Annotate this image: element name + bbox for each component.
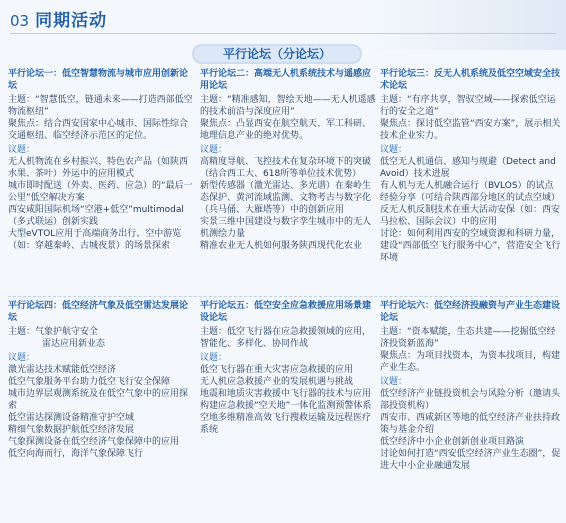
forum-1-title: 平行论坛一：低空智慧物流与城市应用创新论坛: [8, 69, 189, 91]
forum-1: [8, 68, 194, 252]
forum-5-title: 平行论坛五：低空安全应急救援应用场景建设论坛: [200, 301, 372, 323]
forum-2-focus: 聚焦点：凸显西安在航空航天、军工科研、地理信息产业的绝对优势。: [200, 119, 372, 141]
forum-2-topic: 实景三维中国建设与数字孪生城市中的无人机测绘力量: [200, 217, 372, 239]
forum-4-topic: 低空气象服务平台助力低空飞行安全保障: [8, 377, 171, 387]
forum-4-topics-label: 议题：: [8, 353, 36, 363]
forum-6: [380, 300, 562, 472]
forum-3-topic: 讨论：如何利用西安的空域资源和科研力量，建设“西部低空飞行服务中心”，营造安全飞行环境: [380, 229, 561, 263]
forum-2-topic: 高精度导航、飞控技术在复杂环境下的突破（结合西工大、618所等单位技术优势）: [200, 157, 372, 179]
forum-4-topic: 低空雷达探测设备精准守护空域: [8, 413, 135, 423]
forum-1-topic: 城市即时配送（外卖、医药、应急）的“最后一公里”低空解决方案: [8, 181, 193, 203]
page-title: [10, 6, 107, 30]
row-divider: [8, 296, 558, 297]
forum-5-topic: 空地多维精准高效飞行搜救运输及远程医疗系统: [200, 413, 372, 435]
forum-6-topics-label: 议题：: [380, 377, 408, 387]
forum-6-topic: 低空经济中小企业创新创业项目路演: [380, 437, 525, 447]
forum-6-topic: 西安市、西咸新区等地的低空经济产业扶持政策与基金介绍: [380, 413, 561, 435]
forum-1-topic: 西安咸阳国际机场“空港+低空”multimodal（多式联运）创新实践: [8, 205, 184, 227]
page-number: 03: [10, 12, 30, 30]
forum-3-topic: 有人机与无人机融合运行（BVLOS）的试点经验分享（可结合陕西部分地区的试点空域）: [380, 181, 561, 203]
forum-2-topic: 新型传感器（激光雷达、多光谱）在秦岭生态保护、黄河流域监测、文物考古与数字化（兵马俑、大雁塔等）中的创新应用: [200, 181, 372, 215]
section-banner: 平行论坛（分论坛）: [192, 44, 362, 64]
forum-2-topics-label: 议题：: [200, 145, 228, 155]
forum-3-topic: 低空无人机通信、感知与规避（Detect and Avoid）技术进展: [380, 157, 556, 179]
forum-1-topics-label: 议题：: [8, 145, 36, 155]
page-heading: 同期活动: [35, 11, 108, 31]
forum-3: [380, 68, 562, 264]
forum-1-focus: 聚焦点：结合西安国家中心城市、国际性综合交通枢纽、临空经济示范区的定位。: [8, 119, 189, 141]
title-divider: [10, 33, 556, 34]
forum-5-topics-label: 议题：: [200, 353, 228, 363]
forum-3-theme: 主题：“有序共享，智驭空域——探索低空运行的安全之道”: [380, 95, 556, 117]
forum-5-topic: 无人机应急救援产业的发展机遇与挑战: [200, 377, 354, 387]
forum-4-topic: 城市边界层观测系统及在低空气象中的应用探索: [8, 389, 189, 411]
forum-3-title: 平行论坛三：反无人机系统及低空空域安全技术论坛: [380, 69, 561, 91]
header-decoration: [366, 0, 566, 50]
forum-6-topic: 讨论如何打造“西安低空经济产业生态圈”，促进大中小企业融通发展: [380, 449, 561, 471]
forum-2-topic: 精准农业无人机如何服务陕西现代化农业: [200, 241, 363, 251]
forum-2-title: 平行论坛二：高端无人机系统技术与遥感应用论坛: [200, 69, 372, 91]
forum-3-focus: 聚焦点：探讨低空监管“西安方案”，展示相关技术企业实力。: [380, 119, 561, 141]
forum-2: [200, 68, 376, 252]
forum-6-theme: 主题：“资本赋能，生态共建——挖掘低空经济投资新蓝海”: [380, 327, 556, 349]
forum-3-topic: 反无人机反制技术在重大活动安保（如：西安马拉松、国际会议）中的应用: [380, 205, 561, 227]
forum-5-theme: 主题：低空飞行器在应急救援领域的应用，智能化、多样化、协同作战: [200, 327, 372, 349]
forum-5-topic: 构建应急救援“空天地”一体化监测预警体系: [200, 401, 372, 411]
forum-4-topic: 激光雷达技术赋能低空经济: [8, 365, 117, 375]
forum-5-topic: 低空飞行器在重大灾害应急救援的应用: [200, 365, 354, 375]
forum-4-theme: 主题：气象护航守安全: [8, 327, 99, 337]
forum-5-topic: 地震和地质灾害救援中飞行器的技术与应用: [200, 389, 372, 399]
forum-3-topics-label: 议题：: [380, 145, 408, 155]
forum-6-title: 平行论坛六：低空经济投融资与产业生态建设论坛: [380, 301, 561, 323]
forum-4-title: 平行论坛四：低空经济气象及低空雷达发展论坛: [8, 301, 189, 323]
forum-6-topic: 低空经济产业链投资机会与风险分析（邀请头部投资机构）: [380, 389, 561, 411]
forum-4-theme-2: 雷达应用新业态: [42, 339, 106, 349]
forum-1-topic: 无人机物流在乡村振兴、特色农产品（如陕西水果、茶叶）外运中的应用模式: [8, 157, 189, 179]
forum-5: [200, 300, 376, 436]
forum-4-topic: 精细气象数据护航低空经济发展: [8, 425, 135, 435]
forum-4-topic: 气象探测设备在低空经济气象保障中的应用: [8, 437, 180, 447]
forum-6-focus: 聚焦点：为项目找资本，为资本找项目，构建产业生态。: [380, 351, 561, 373]
forum-4: [8, 300, 194, 460]
forum-1-topic: 大型eVTOL应用于高端商务出行、空中游览（如：穿越秦岭、古城夜景）的场景探索: [8, 229, 182, 251]
forum-2-theme: 主题：“精准感知，智绘天地——无人机遥感的技术前沿与深度应用”: [200, 95, 376, 117]
forum-1-theme: 主题：“智慧低空，链通未来——打造西部低空物流枢纽”: [8, 95, 193, 117]
forum-4-topic: 低空向海而行，海洋气象保障飞行: [8, 449, 144, 459]
